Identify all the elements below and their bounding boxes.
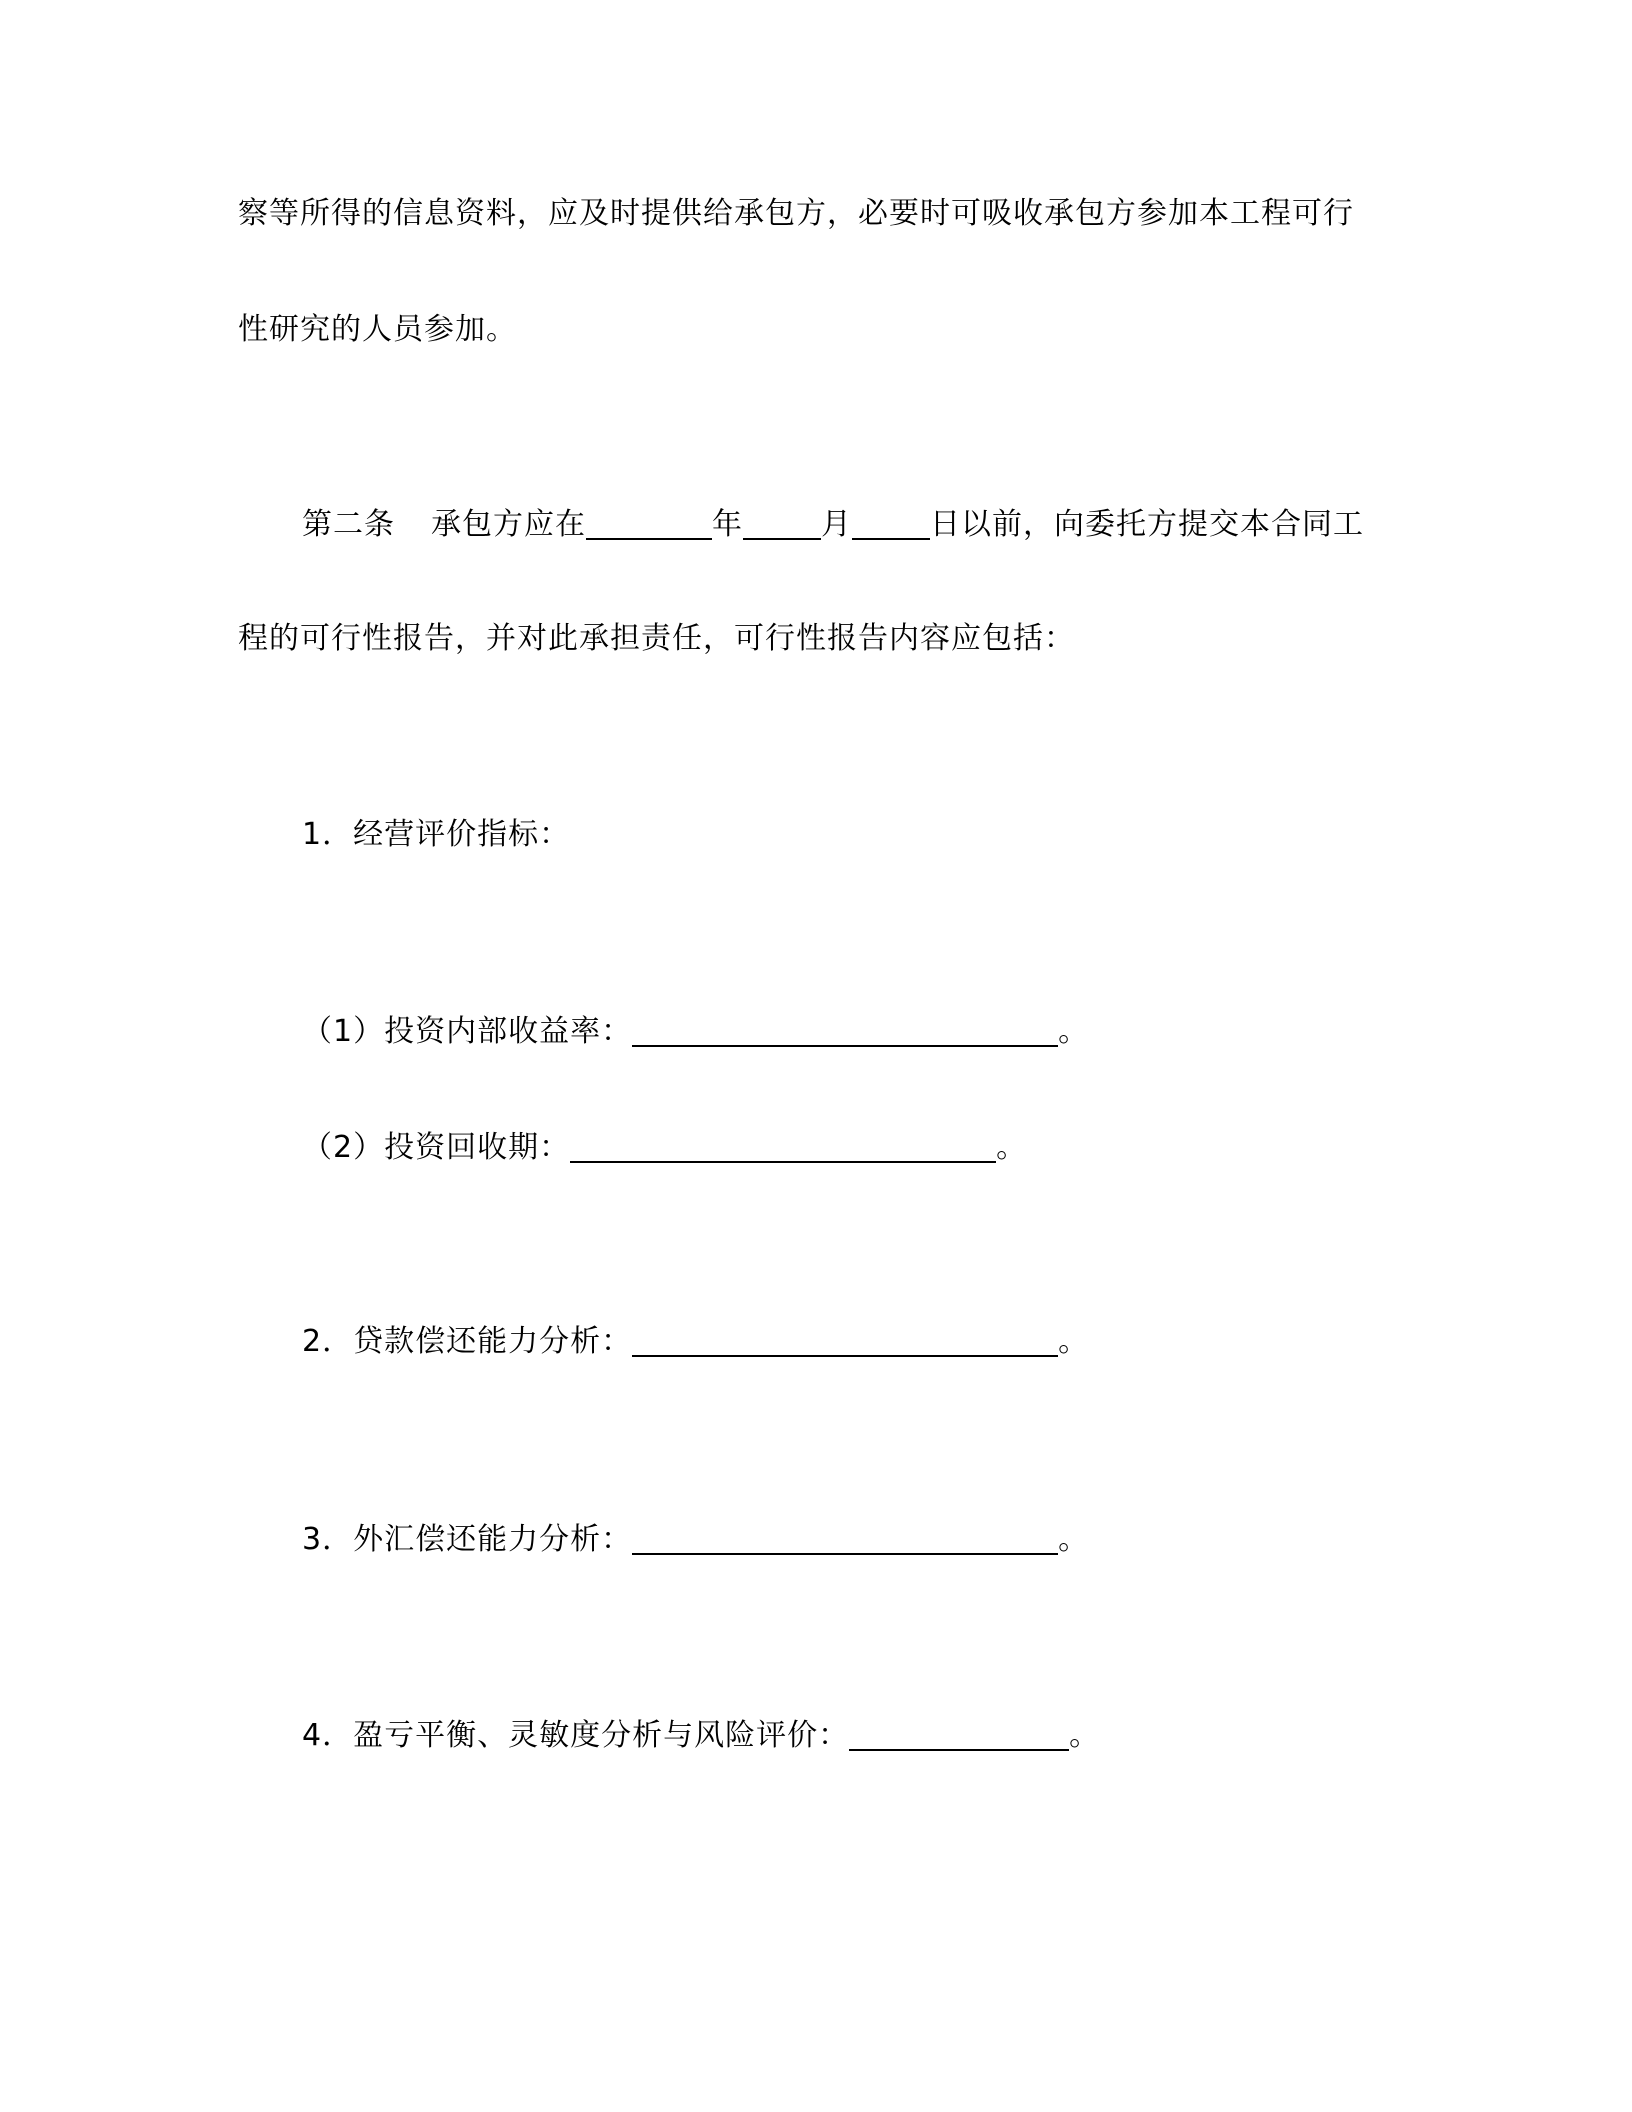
period: 。 <box>996 1130 1028 1165</box>
month-blank[interactable] <box>743 508 821 540</box>
day-blank[interactable] <box>852 508 930 540</box>
item-1-sub-1 <box>302 1012 1089 1052</box>
period: 。 <box>1058 1522 1090 1557</box>
month-label: 月 <box>821 507 852 542</box>
article-label: 第二条 <box>302 507 395 542</box>
year-label: 年 <box>712 507 743 542</box>
period: 。 <box>1058 1014 1090 1049</box>
loan-repayment-blank[interactable] <box>632 1325 1058 1357</box>
article-text-before-year: 承包方应在 <box>431 507 586 542</box>
article-2-line-1 <box>302 505 1364 545</box>
item-4 <box>302 1716 1100 1756</box>
item-3 <box>302 1520 1089 1560</box>
year-blank[interactable] <box>586 508 712 540</box>
payback-blank[interactable] <box>570 1131 996 1163</box>
paragraph-1-line-1: 察等所得的信息资料，应及时提供给承包方，必要时可吸收承包方参加本工程可行 <box>238 196 1354 231</box>
item-3-label: 3．外汇偿还能力分析： <box>302 1522 633 1557</box>
item-1-sub-1-label: （1）投资内部收益率： <box>302 1014 633 1049</box>
period: 。 <box>1069 1718 1101 1753</box>
article-text-after-day: 日以前，向委托方提交本合同工 <box>930 507 1364 542</box>
item-4-label: 4．盈亏平衡、灵敏度分析与风险评价： <box>302 1718 850 1753</box>
item-2-label: 2．贷款偿还能力分析： <box>302 1324 633 1359</box>
item-1: 1．经营评价指标： <box>302 817 571 852</box>
item-1-sub-2 <box>302 1128 1027 1168</box>
paragraph-1-line-2: 性研究的人员参加。 <box>238 312 517 347</box>
irr-blank[interactable] <box>632 1015 1058 1047</box>
item-2 <box>302 1322 1089 1362</box>
item-1-sub-2-label: （2）投资回收期： <box>302 1130 571 1165</box>
article-2-line-2: 程的可行性报告，并对此承担责任，可行性报告内容应包括： <box>238 621 1075 656</box>
risk-analysis-blank[interactable] <box>849 1719 1069 1751</box>
period: 。 <box>1058 1324 1090 1359</box>
forex-repayment-blank[interactable] <box>632 1523 1058 1555</box>
